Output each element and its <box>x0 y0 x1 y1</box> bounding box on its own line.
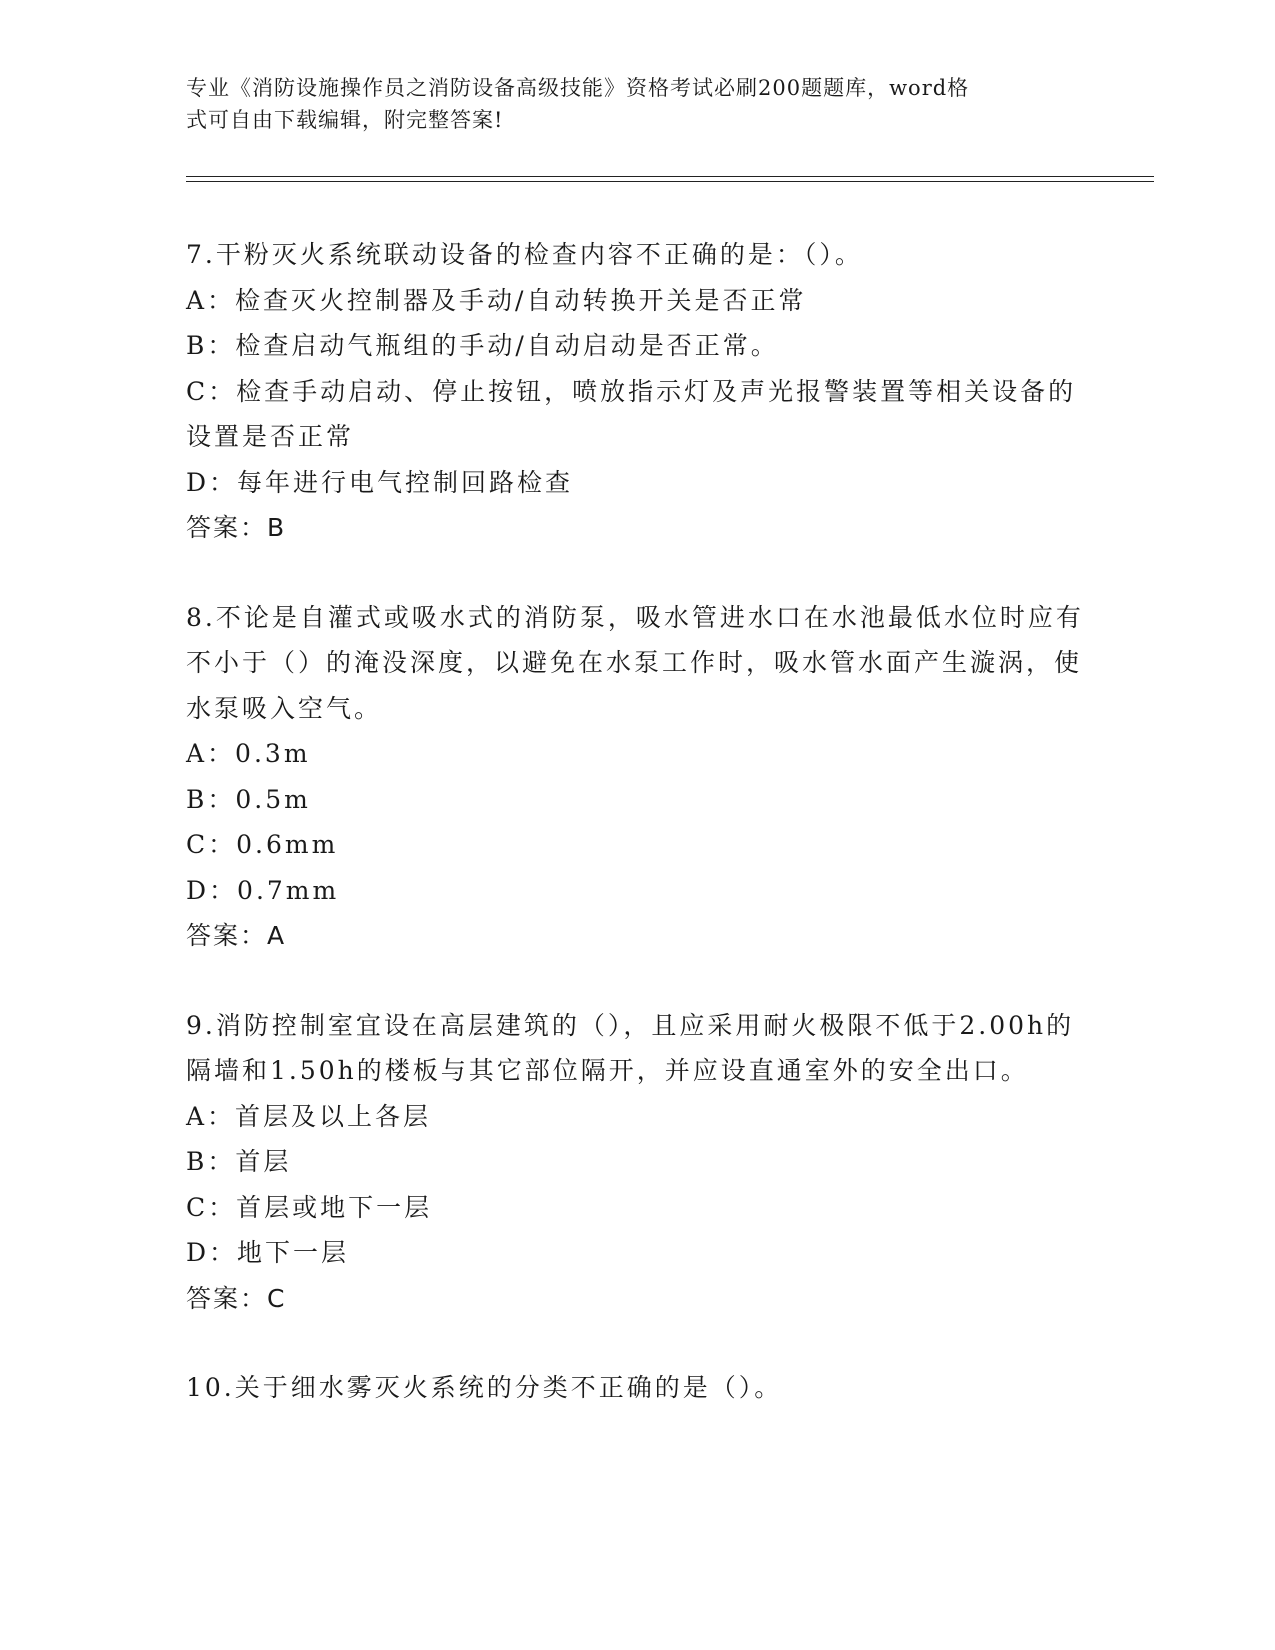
option-c: C：检查手动启动、停止按钮，喷放指示灯及声光报警装置等相关设备的设置是否正常 <box>186 376 1077 451</box>
header-line-2: 式可自由下载编辑，附完整答案! <box>186 108 504 132</box>
question-10 <box>186 1365 1086 1411</box>
question-stem: 8.不论是自灌式或吸水式的消防泵，吸水管进水口在水池最低水位时应有不小于（）的淹没深度，以避免在水泵工作时，吸水管水面产生漩涡，使水泵吸入空气。 <box>186 602 1084 723</box>
header-rule-bottom <box>186 181 1154 182</box>
answer: 答案：C <box>186 1283 287 1313</box>
question-list <box>186 232 1086 1411</box>
document-header <box>186 72 1066 136</box>
option-b: B：首层 <box>186 1147 292 1176</box>
option-b: B：检查启动气瓶组的手动/自动启动是否正常。 <box>186 331 779 360</box>
option-b: B：0.5m <box>186 784 311 814</box>
option-d: D：0.7mm <box>186 875 340 905</box>
answer: 答案：A <box>186 921 287 950</box>
option-a: A：0.3m <box>186 739 311 768</box>
option-c: C：首层或地下一层 <box>186 1192 433 1222</box>
question-stem: 7.干粉灭火系统联动设备的检查内容不正确的是：（）。 <box>186 240 863 269</box>
question-9 <box>186 1003 1086 1322</box>
question-8 <box>186 595 1086 959</box>
question-stem: 10.关于细水雾灭火系统的分类不正确的是（）。 <box>186 1373 783 1402</box>
question-7 <box>186 232 1086 551</box>
option-a: A：检查灭火控制器及手动/自动转换开关是否正常 <box>186 285 807 315</box>
header-line-1: 专业《消防设施操作员之消防设备高级技能》资格考试必刷200题题库，word格 <box>186 76 970 100</box>
option-d: D：地下一层 <box>186 1238 350 1267</box>
option-d: D：每年进行电气控制回路检查 <box>186 467 574 497</box>
answer: 答案：B <box>186 513 287 542</box>
question-stem: 9.消防控制室宜设在高层建筑的（），且应采用耐火极限不低于2.00h的隔墙和1.50h的楼板与其它部位隔开，并应设直通室外的安全出口。 <box>186 1010 1075 1085</box>
header-rule-top <box>186 176 1154 177</box>
option-a: A：首层及以上各层 <box>186 1101 432 1131</box>
option-c: C：0.6mm <box>186 830 339 859</box>
